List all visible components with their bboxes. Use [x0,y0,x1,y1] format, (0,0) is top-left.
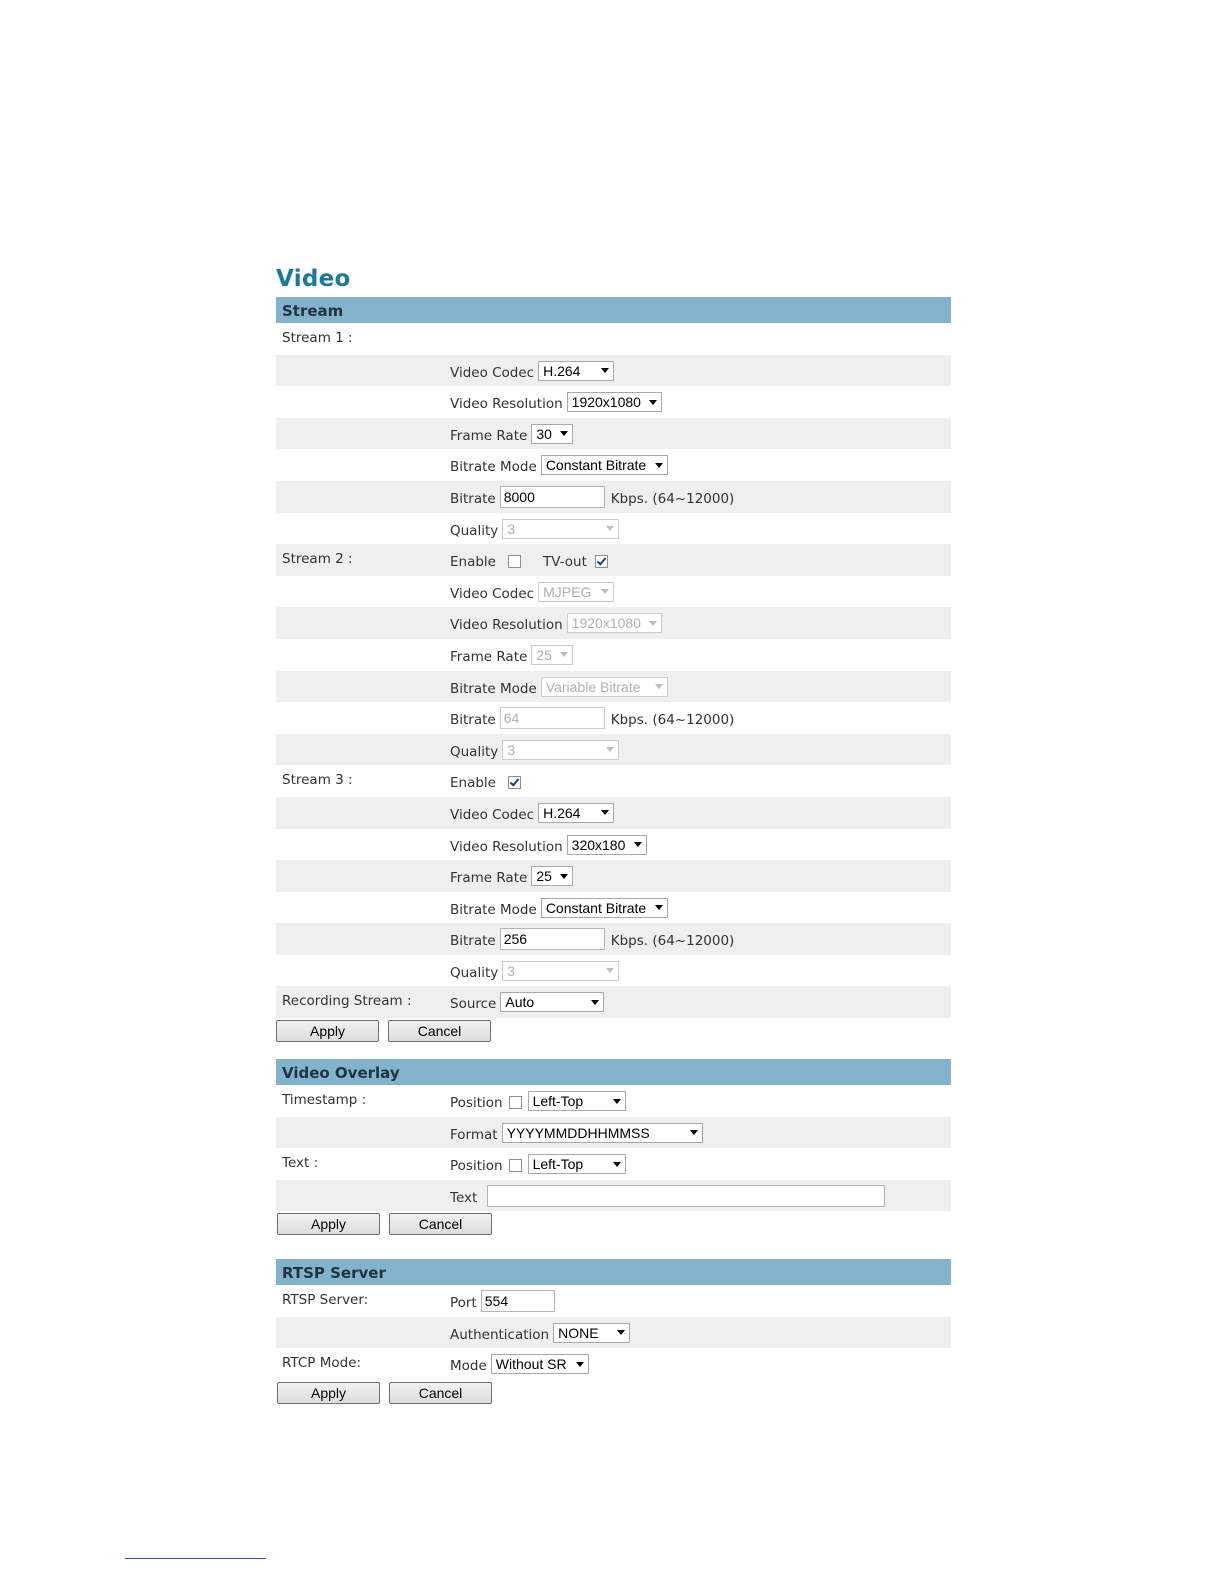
stream3-framerate-select[interactable] [531,866,573,886]
stream1-bitrate-label: Bitrate [450,490,496,507]
rtcp-mode-value: Without SR [495,1356,567,1373]
recording-stream-label: Recording Stream : [282,993,412,1010]
stream1-bitrate-range: Kbps. (64~12000) [610,490,735,507]
stream3-resolution-row [276,829,951,861]
rtsp-port-label: Port [450,1295,477,1311]
stream1-quality-select[interactable] [502,519,619,539]
stream2-framerate-row [276,639,951,671]
chevron-down-icon [591,1000,599,1005]
chevron-down-icon [601,368,609,373]
stream3-bitratemode-row [276,892,951,924]
text-position-label: Position [450,1158,503,1175]
stream1-resolution-row [276,386,951,418]
stream-section-header: Stream [276,297,951,323]
stream3-label: Stream 3 : [282,772,353,789]
chevron-down-icon [613,1099,621,1104]
rtcp-mode-row [276,1348,951,1380]
stream1-bitratemode-label: Bitrate Mode [450,459,537,476]
stream-section [276,297,951,1048]
stream3-bitrate-range: Kbps. (64~12000) [610,933,735,950]
stream1-bitrate-input[interactable]: 8000 [500,486,605,508]
chevron-down-icon [576,1362,584,1367]
stream3-bitratemode-label: Bitrate Mode [450,901,537,918]
stream-apply-button[interactable]: Apply [276,1020,379,1042]
stream-cancel-button[interactable]: Cancel [388,1020,491,1042]
stream1-framerate-value: 30 [536,425,552,442]
rtsp-section [276,1259,951,1410]
stream1-codec-label: Video Codec [450,364,535,381]
stream1-resolution-value: 1920x1080 [571,394,641,411]
rtcp-mode-label: RTCP Mode: [282,1355,362,1372]
stream3-quality-value: 3 [507,962,516,979]
timestamp-position-select[interactable] [528,1091,626,1111]
chevron-down-icon [613,1162,621,1167]
recording-source-label: Source [450,996,497,1013]
chevron-down-icon [617,1330,625,1335]
chevron-down-icon [601,810,609,815]
stream1-bitrate-row [276,481,951,513]
stream3-enable-label: Enable [450,775,496,792]
overlay-button-row [276,1211,951,1241]
stream3-codec-select[interactable] [538,803,614,823]
stream3-codec-label: Video Codec [450,806,535,823]
stream1-bitratemode-select[interactable] [541,455,668,475]
stream2-resolution-select[interactable] [567,613,662,633]
stream2-framerate-label: Frame Rate [450,648,528,665]
rtsp-port-row [276,1285,951,1317]
stream1-quality-value: 3 [507,520,516,537]
stream3-bitrate-label: Bitrate [450,933,496,950]
chevron-down-icon [560,652,568,657]
stream1-codec-value: H.264 [543,362,581,379]
recording-source-value: Auto [505,994,535,1011]
stream2-quality-value: 3 [507,741,516,758]
stream2-resolution-row [276,607,951,639]
rtsp-cancel-button[interactable]: Cancel [389,1382,492,1404]
stream1-bitratemode-value: Constant Bitrate [545,457,647,474]
stream1-framerate-label: Frame Rate [450,427,528,444]
stream2-resolution-label: Video Resolution [450,617,563,634]
chevron-down-icon [601,589,609,594]
overlay-section-header: Video Overlay [276,1059,951,1085]
chevron-down-icon [655,905,663,910]
chevron-down-icon [655,463,663,468]
overlay-cancel-button[interactable]: Cancel [389,1213,492,1235]
stream3-framerate-row [276,860,951,892]
stream2-enable-row [276,544,951,576]
stream3-enable-row [276,765,951,797]
text-text-label: Text [450,1189,478,1206]
timestamp-format-select[interactable] [502,1123,703,1143]
stream2-quality-row [276,734,951,766]
stream3-resolution-label: Video Resolution [450,838,563,855]
stream2-bitratemode-value: Variable Bitrate [545,678,641,695]
chevron-down-icon [655,684,663,689]
stream2-codec-row [276,576,951,608]
stream3-quality-row [276,955,951,987]
stream2-tvout-label: TV-out [542,554,587,571]
stream1-codec-row [276,355,951,387]
chevron-down-icon [649,400,657,405]
timestamp-format-row [276,1117,951,1149]
rtsp-button-row [276,1380,951,1410]
text-position-checkbox[interactable] [509,1159,522,1172]
stream2-bitrate-row [276,702,951,734]
timestamp-position-label: Position [450,1095,503,1111]
rtsp-auth-select[interactable] [553,1323,630,1343]
stream2-bitratemode-row [276,671,951,703]
timestamp-format-label: Format [450,1126,498,1143]
stream3-framerate-value: 25 [536,868,552,885]
stream2-bitrate-range: Kbps. (64~12000) [610,712,735,729]
stream3-framerate-label: Frame Rate [450,870,528,887]
stream3-bitrate-row [276,923,951,955]
chevron-down-icon [606,968,614,973]
text-position-value: Left-Top [532,1156,584,1173]
stream2-bitratemode-label: Bitrate Mode [450,680,537,697]
stream1-framerate-row [276,418,951,450]
rtsp-apply-button[interactable]: Apply [277,1382,380,1404]
stream2-bitratemode-select[interactable] [541,677,668,697]
stream1-quality-row [276,513,951,545]
stream1-resolution-select[interactable] [567,392,662,412]
rtsp-port-input[interactable]: 554 [481,1290,555,1312]
stream3-resolution-value: 320x180 [571,836,626,853]
overlay-text-input[interactable] [487,1185,885,1207]
rtsp-auth-row [276,1317,951,1349]
stream3-codec-value: H.264 [543,804,581,821]
timestamp-position-value: Left-Top [532,1093,584,1109]
stream2-quality-label: Quality [450,743,499,760]
stream2-codec-value: MJPEG [543,583,592,600]
recording-source-select[interactable] [500,992,604,1012]
stream3-quality-select[interactable] [502,961,619,981]
text-position-select[interactable] [528,1154,626,1174]
text-input-row [276,1180,951,1212]
chevron-down-icon [649,621,657,626]
stream3-enable-checkbox[interactable] [508,776,521,789]
stream1-label: Stream 1 : [282,330,353,346]
chevron-down-icon [606,747,614,752]
stream1-resolution-label: Video Resolution [450,396,563,413]
stream-button-row [276,1018,951,1048]
stream3-quality-label: Quality [450,964,499,981]
stream3-bitratemode-select[interactable] [541,898,668,918]
rtcp-mode-select[interactable] [491,1354,589,1374]
rtsp-auth-label: Authentication [450,1326,550,1343]
stream2-enable-label: Enable [450,554,496,571]
page-title: Video [276,266,351,292]
stream3-bitratemode-value: Constant Bitrate [545,899,647,916]
stream2-framerate-select[interactable] [531,645,573,665]
stream1-framerate-select[interactable] [531,424,573,444]
overlay-section [276,1059,951,1241]
chevron-down-icon [560,431,568,436]
chevron-down-icon [606,526,614,531]
stream2-codec-label: Video Codec [450,585,535,602]
stream3-resolution-select[interactable] [567,835,647,855]
chevron-down-icon [634,842,642,847]
stream2-bitrate-input[interactable]: 64 [500,707,605,729]
rtsp-section-header: RTSP Server [276,1259,951,1285]
rtcp-mode-field-label: Mode [450,1358,487,1375]
timestamp-position-row [276,1085,951,1117]
stream3-codec-row [276,797,951,829]
rtsp-auth-value: NONE [558,1324,599,1341]
stream1-bitratemode-row [276,449,951,481]
timestamp-label: Timestamp : [282,1092,367,1108]
text-position-row [276,1148,951,1180]
timestamp-format-value: YYYYMMDDHHMMSS [506,1124,650,1141]
stream1-quality-label: Quality [450,522,499,539]
recording-stream-row [276,986,951,1018]
overlay-apply-button[interactable]: Apply [277,1213,380,1235]
rtsp-server-label: RTSP Server: [282,1292,369,1308]
text-label: Text : [282,1155,319,1172]
chevron-down-icon [560,874,568,879]
stream2-tvout-checkbox[interactable] [595,555,608,568]
stream2-codec-select[interactable] [538,582,614,602]
timestamp-position-checkbox[interactable] [509,1096,522,1109]
stream2-enable-checkbox[interactable] [508,555,521,568]
stream2-bitrate-label: Bitrate [450,712,496,729]
stream1-label-row [276,323,951,355]
stream2-quality-select[interactable] [502,740,619,760]
stream2-resolution-value: 1920x1080 [571,615,641,632]
stream3-bitrate-input[interactable]: 256 [500,928,605,950]
stream2-label: Stream 2 : [282,551,353,568]
stream1-codec-select[interactable] [538,361,614,381]
stream2-framerate-value: 25 [536,646,552,663]
chevron-down-icon [690,1130,698,1135]
footnote-rule [125,1558,266,1559]
